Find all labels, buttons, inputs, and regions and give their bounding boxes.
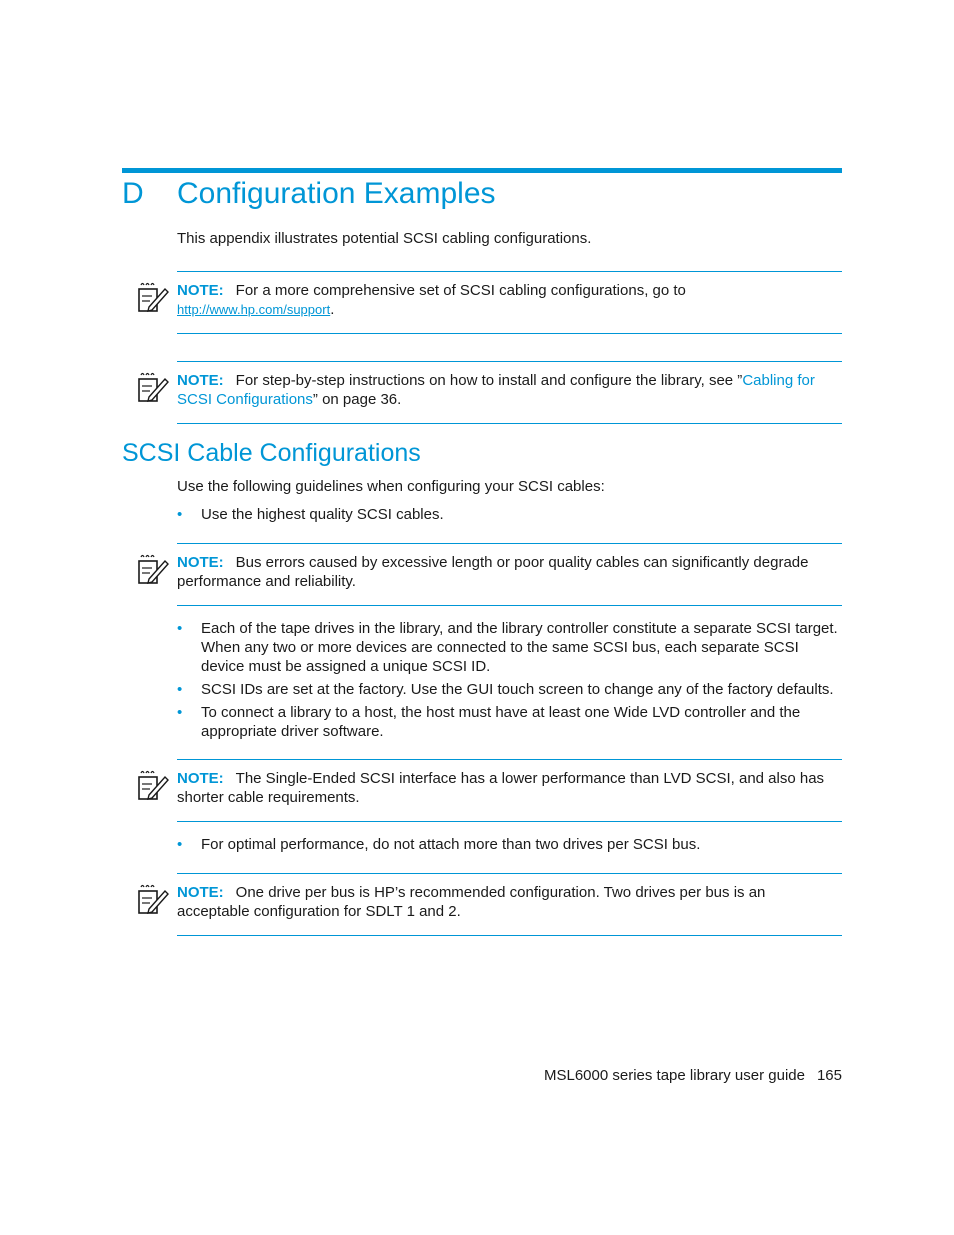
bullet-dot: • [177, 681, 183, 698]
note-suffix: ” on page 36. [312, 391, 402, 408]
page-number: 165 [816, 1067, 842, 1084]
bullet-dot: • [177, 620, 183, 637]
note-text-4 [177, 769, 842, 807]
bullet-text: Use the highest quality SCSI cables. [201, 506, 444, 523]
chapter-title: Configuration Examples [177, 177, 496, 210]
cabling-xref-link[interactable]: Cabling for SCSI Configurations [177, 372, 815, 408]
chapter-top-rule [122, 168, 842, 173]
section-title: SCSI Cable Configurations [122, 439, 421, 467]
page-footer [544, 1066, 842, 1086]
intro-paragraph: This appendix illustrates potential SCSI cabling configurations. [177, 230, 592, 247]
section-intro: Use the following guidelines when configuring your SCSI cables: [177, 478, 605, 495]
support-url-link[interactable]: http://www.hp.com/support [177, 302, 331, 317]
note-body: For step-by-step instructions on how to install and configure the library, see ” [235, 372, 743, 389]
note-block-5 [177, 873, 842, 936]
note-block-4 [177, 759, 842, 822]
note-text-1 [177, 281, 842, 319]
bullet-dot: • [177, 506, 183, 523]
note-body: Bus errors caused by excessive length or poor quality cables can significantly degrade performance and reliability. [177, 554, 809, 590]
note-pencil-icon [137, 281, 169, 313]
note-body: For a more comprehensive set of SCSI cabling configurations, go to [235, 282, 686, 299]
note-pencil-icon [137, 769, 169, 801]
bullet-text: For optimal performance, do not attach more than two drives per SCSI bus. [201, 836, 701, 853]
note-pencil-icon [137, 371, 169, 403]
note-label: NOTE: [177, 372, 224, 389]
note-label: NOTE: [177, 554, 224, 571]
note-body: The Single-Ended SCSI interface has a lower performance than LVD SCSI, and also has shorter cable requirements. [177, 770, 825, 806]
bullet-text: Each of the tape drives in the library, and the library controller constitute a separate SCSI target. When any two or more devices are connected to the same SCSI bus, each separate SCSI device must be assigned a unique SCSI ID. [201, 620, 838, 675]
note-text-2 [177, 371, 842, 409]
bullet-dot: • [177, 836, 183, 853]
bullet-dot: • [177, 704, 183, 721]
note-block-3 [177, 543, 842, 606]
note-label: NOTE: [177, 282, 224, 299]
note-pencil-icon [137, 553, 169, 585]
note-pencil-icon [137, 883, 169, 915]
note-label: NOTE: [177, 770, 224, 787]
note-text-3 [177, 553, 842, 591]
chapter-letter: D [122, 177, 144, 210]
note-block-1 [177, 271, 842, 334]
bullet-text: To connect a library to a host, the host must have at least one Wide LVD controller and the appropriate driver software. [201, 704, 801, 740]
note-body: One drive per bus is HP’s recommended configuration. Two drives per bus is an acceptable configuration for SDLT 1 and 2. [177, 884, 766, 920]
note-label: NOTE: [177, 884, 224, 901]
note-text-5 [177, 883, 842, 921]
note-block-2 [177, 361, 842, 424]
note-suffix: . [330, 301, 335, 318]
footer-guide-title: MSL6000 series tape library user guide [543, 1067, 805, 1084]
bullet-text: SCSI IDs are set at the factory. Use the GUI touch screen to change any of the factory defaults. [201, 681, 834, 698]
